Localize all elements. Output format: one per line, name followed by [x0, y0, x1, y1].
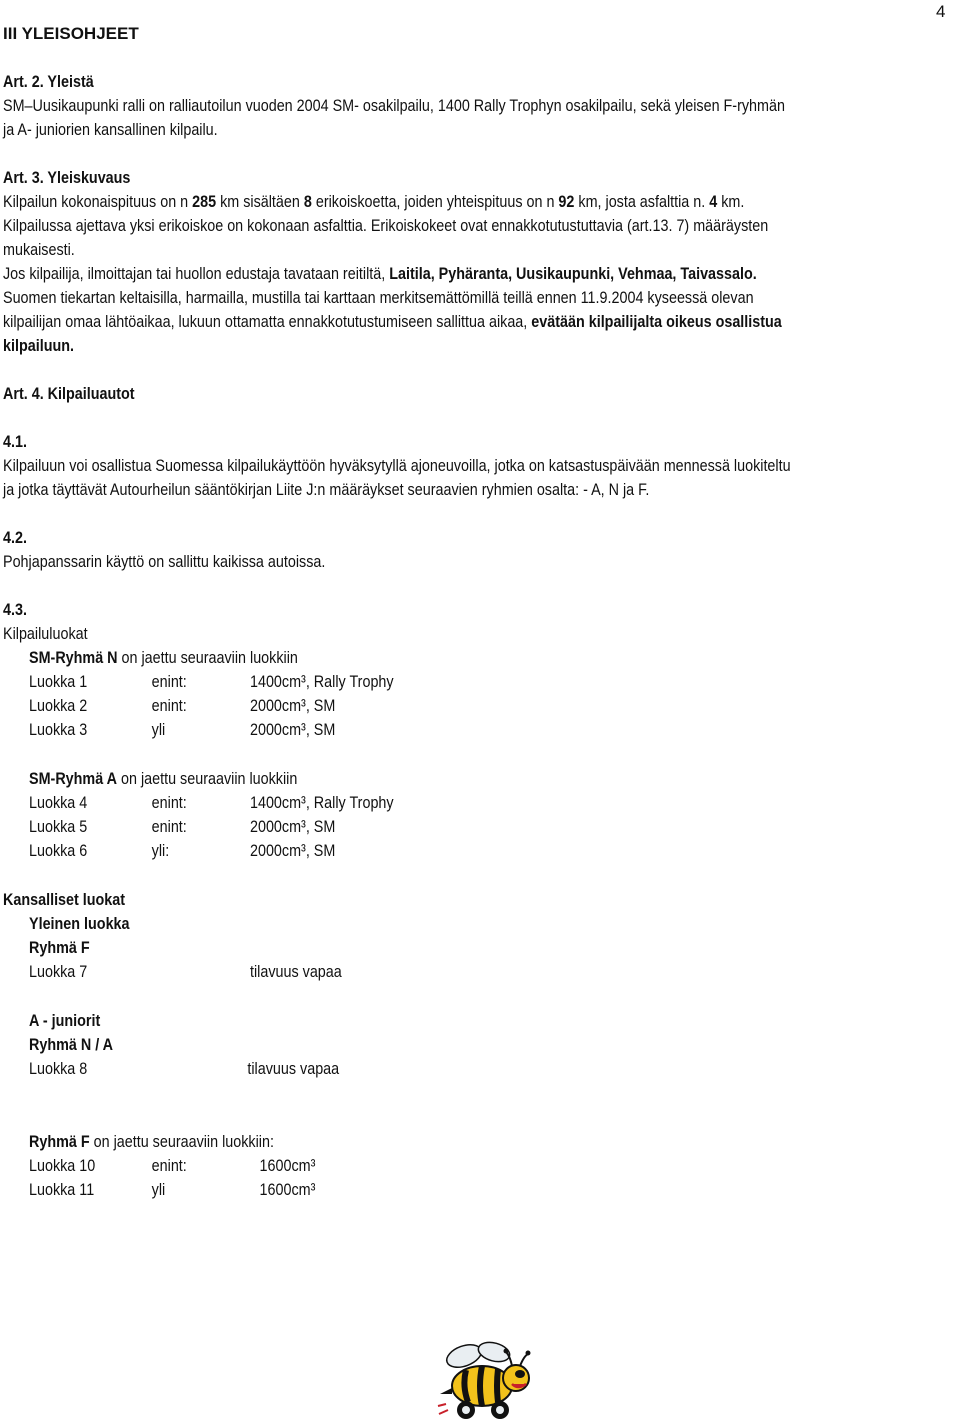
section-number: 4.3.: [3, 601, 27, 619]
subheading: Ryhmä F: [29, 939, 90, 957]
page-number: 4: [936, 2, 946, 21]
art3-line: Kilpailun kokonaispituus on n 285 km sisältäen 8 erikoiskoetta, joiden yhteispituus on n 92 km, josta asfalttia n. 4 km.: [3, 193, 745, 211]
class-row: Luokka 4 enint: 1400cm³, Rally Trophy: [29, 794, 394, 812]
group-heading: Ryhmä F on jaettu seuraaviin luokkiin:: [29, 1133, 274, 1151]
art2-line: SM–Uusikaupunki ralli on ralliautoilun vuoden 2004 SM- osakilpailu, 1400 Rally Trophyn osakilpailu, sekä yleisen F-ryhmän: [3, 97, 785, 115]
art2-line: ja A- juniorien kansallinen kilpailu.: [3, 121, 218, 139]
class-row: Luokka 6 yli: 2000cm³, SM: [29, 842, 336, 860]
art3-line: Jos kilpailija, ilmoittajan tai huollon edustaja tavataan reitiltä, Laitila, Pyhäranta, Uusikaupunki, Vehmaa, Taivassalo.: [3, 265, 757, 283]
art4-line: Kilpailuun voi osallistua Suomessa kilpailukäyttöön hyväksytyllä ajoneuvoilla, jotka on katsastuspäivään mennessä luokiteltu: [3, 457, 791, 475]
class-row: Luokka 7 tilavuus vapaa: [29, 963, 342, 981]
national-heading: Kansalliset luokat: [3, 891, 126, 909]
section-number: 4.2.: [3, 529, 27, 547]
class-row: Luokka 8 tilavuus vapaa: [29, 1060, 340, 1078]
art3-line: kilpailijan omaa lähtöaikaa, lukuun ottamatta ennakkotutustumiseen sallittua aikaa, evätään kilpailijalta oikeus osallistua: [3, 313, 782, 331]
art4-line: Pohjapanssarin käyttö on sallittu kaikissa autoissa.: [3, 553, 326, 571]
class-row: Luokka 3 yli 2000cm³, SM: [29, 721, 336, 739]
art2-heading: Art. 2. Yleistä: [3, 73, 94, 91]
art3-line: Suomen tiekartan keltaisilla, harmailla, mustilla tai karttaan merkitsemättömillä teillä ennen 11.9.2004 kyseessä olevan: [3, 289, 754, 307]
art4-line: Kilpailuluokat: [3, 625, 88, 643]
group-heading: SM-Ryhmä N on jaettu seuraaviin luokkiin: [29, 649, 298, 667]
class-row: Luokka 11 yli 1600cm³: [29, 1181, 316, 1199]
bee-mascot-icon: [436, 1338, 536, 1422]
art3-heading: Art. 3. Yleiskuvaus: [3, 169, 131, 187]
art3-line: Kilpailussa ajettava yksi erikoiskoe on kokonaan asfalttia. Erikoiskokeet ovat ennakkotutustuttavia (art.13. 7) määräysten: [3, 217, 769, 235]
subheading: Ryhmä N / A: [29, 1036, 114, 1054]
section-number: 4.1.: [3, 433, 27, 451]
class-row: Luokka 1 enint: 1400cm³, Rally Trophy: [29, 673, 394, 691]
class-row: Luokka 10 enint: 1600cm³: [29, 1157, 316, 1175]
art4-heading: Art. 4. Kilpailuautot: [3, 385, 135, 403]
art4-line: ja jotka täyttävät Autourheilun sääntökirjan Liite J:n määräykset seuraavien ryhmien osalta: - A, N ja F.: [3, 481, 650, 499]
art3-line: kilpailuun.: [3, 337, 74, 355]
class-row: Luokka 5 enint: 2000cm³, SM: [29, 818, 336, 836]
subheading: A - juniorit: [29, 1012, 101, 1030]
section-title: III YLEISOHJEET: [3, 24, 139, 43]
group-heading: SM-Ryhmä A on jaettu seuraaviin luokkiin: [29, 770, 298, 788]
class-row: Luokka 2 enint: 2000cm³, SM: [29, 697, 336, 715]
art3-line: mukaisesti.: [3, 241, 75, 259]
subheading: Yleinen luokka: [29, 915, 130, 933]
